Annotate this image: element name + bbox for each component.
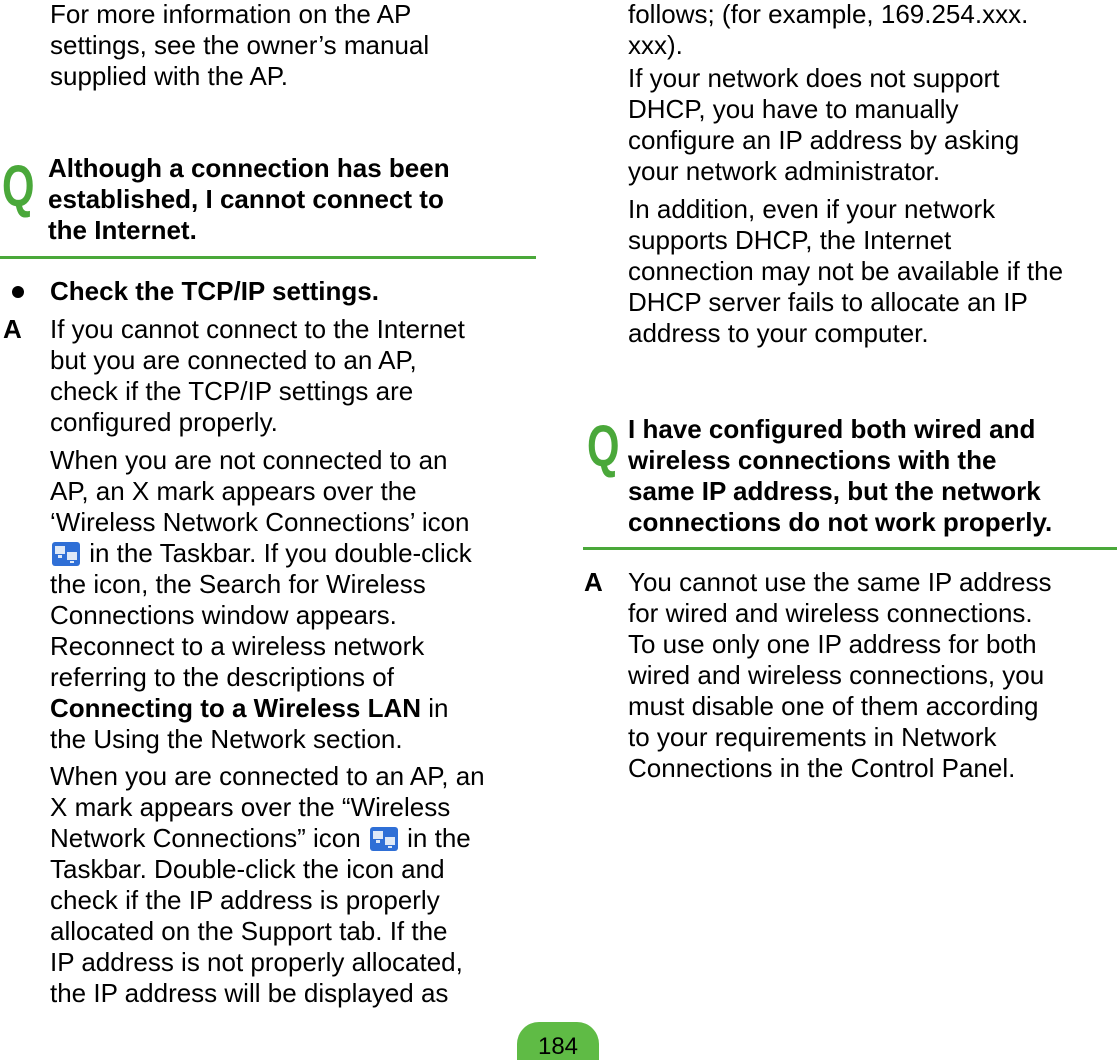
continued-paragraph-1: follows; (for example, 169.254.xxx. xxx). [628, 0, 1029, 60]
answer-paragraph-2: When you are not connected to an AP, an X mark appears over the ‘Wireless Network Connections’ icon in the Taskbar. If you double-click the icon, the Search for Wireless Connections window appears. Reconnect to a wireless network referring to the descriptions of Connecting to a Wireless LAN in the Using the Network section. [50, 445, 472, 754]
question-divider [0, 256, 536, 259]
question-title: I have configured both wired and wireless connections with the same IP address, but the network connections do not work properly. [628, 414, 1053, 537]
page-number: 184 [517, 1022, 599, 1060]
continued-paragraph-2: If your network does not support DHCP, you have to manually configure an IP address by asking your network administrator. [628, 63, 1020, 186]
answer-a-mark: A [584, 567, 603, 597]
intro-paragraph: For more information on the AP settings, see the owner’s manual supplied with the AP. [50, 0, 430, 91]
section-reference: Connecting to a Wireless LAN [50, 693, 422, 723]
wireless-network-connections-icon [370, 827, 398, 851]
question-title: Although a connection has been established, I cannot connect to the Internet. [48, 153, 450, 245]
check-heading: Check the TCP/IP settings. [50, 276, 379, 306]
bullet-icon [12, 286, 24, 298]
wireless-network-connections-icon [52, 542, 80, 566]
answer-paragraph: You cannot use the same IP address for wired and wireless connections. To use only one IP address for both wired and wireless connections, you must disable one of them according to your requirements in Network Connections in the Control Panel. [628, 567, 1052, 783]
answer-paragraph-3: When you are connected to an AP, an X mark appears over the “Wireless Network Connections” icon in the Taskbar. Double-click the icon and check if the IP address is properly allocated on the Support tab. If the IP address is not properly allocated, the IP address will be displayed as [50, 761, 485, 1008]
continued-paragraph-3: In addition, even if your network supports DHCP, the Internet connection may not be available if the DHCP server fails to allocate an IP address to your computer. [628, 194, 1064, 348]
question-divider [583, 547, 1117, 550]
question-q-mark: Q [2, 154, 35, 219]
answer-paragraph-1: If you cannot connect to the Internet but you are connected to an AP, check if the TCP/IP settings are configured properly. [50, 314, 465, 437]
question-q-mark: Q [587, 414, 620, 479]
answer-a-mark: A [3, 314, 22, 344]
